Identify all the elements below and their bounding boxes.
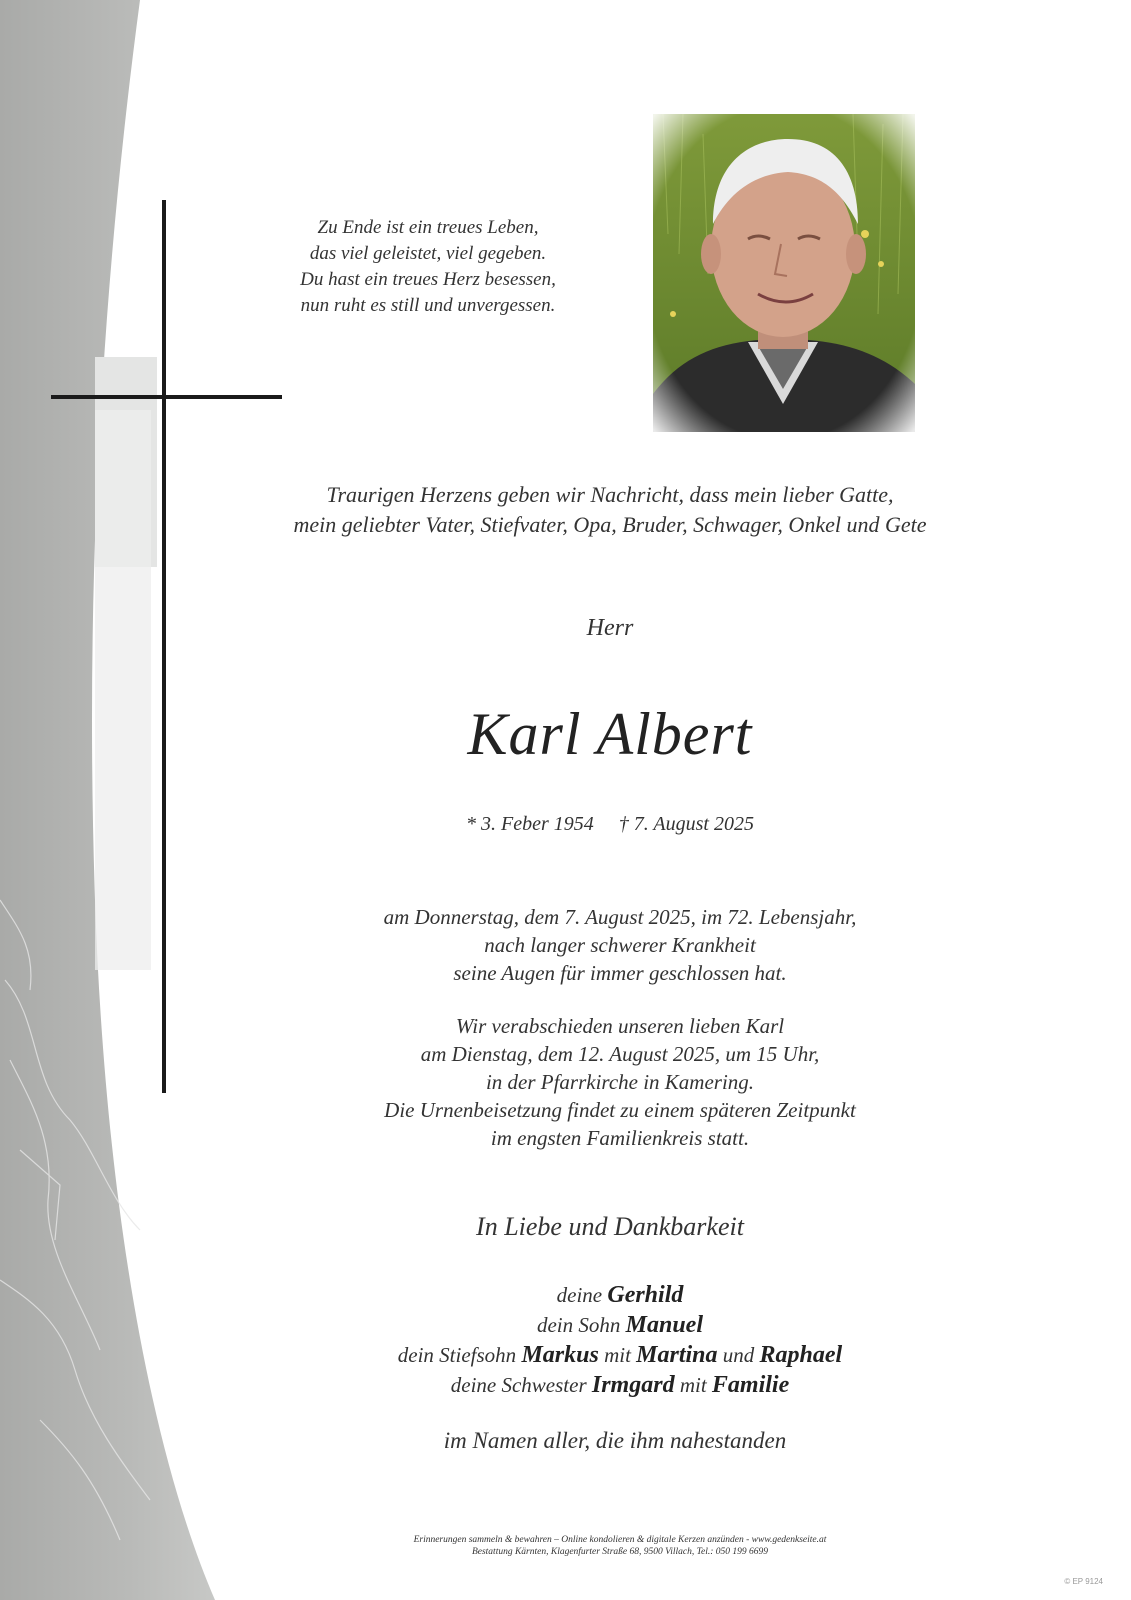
closing-line: im Namen aller, die ihm nahestanden — [443, 1428, 787, 1453]
deceased-name: Karl Albert — [467, 701, 753, 767]
passing-text — [0, 903, 1131, 987]
farewell-line: Die Urnenbeisetzung findet zu einem späteren Zeitpunkt — [384, 1098, 856, 1122]
cross-horizontal-bar — [51, 395, 282, 399]
family-name: Irmgard — [591, 1372, 675, 1398]
farewell-text — [0, 1012, 1131, 1152]
poem-line: nun ruht es still und unvergessen. — [300, 295, 556, 316]
farewell-line: am Dienstag, dem 12. August 2025, um 15 Uhr, — [420, 1042, 820, 1066]
family-name: Gerhild — [607, 1282, 684, 1308]
farewell-line: Wir verabschieden unseren lieben Karl — [455, 1014, 785, 1038]
family-line-4: deine Schwester Irmgard mit Familie — [450, 1372, 790, 1398]
family-name: Manuel — [625, 1312, 703, 1338]
footer — [0, 1534, 1131, 1558]
poem-line: das viel geleistet, viel gegeben. — [309, 243, 547, 264]
family-list — [0, 1280, 1131, 1400]
family-line-2: dein Sohn Manuel — [536, 1312, 703, 1338]
death-date: † 7. August 2025 — [618, 813, 754, 835]
poem-line: Zu Ende ist ein treues Leben, — [317, 217, 539, 238]
family-name: Familie — [711, 1372, 790, 1398]
footer-line: Bestattung Kärnten, Klagenfurter Straße 68, 9500 Villach, Tel.: 050 199 6699 — [471, 1547, 769, 1557]
announcement — [230, 480, 990, 540]
passing-line: nach langer schwerer Krankheit — [484, 933, 756, 957]
family-name: Markus — [521, 1342, 599, 1368]
salutation: Herr — [586, 615, 634, 641]
birth-date: * 3. Feber 1954 — [466, 813, 594, 835]
document-code: © EP 9124 — [1064, 1577, 1103, 1586]
farewell-line: in der Pfarrkirche in Kamering. — [485, 1070, 755, 1094]
family-line-3: dein Stiefsohn Markus mit Martina und Raphael — [397, 1342, 843, 1368]
family-name: Raphael — [759, 1342, 843, 1368]
poem — [248, 215, 608, 319]
poem-line: Du hast ein treues Herz besessen, — [300, 269, 556, 290]
passing-line: seine Augen für immer geschlossen hat. — [453, 961, 787, 985]
life-dates — [0, 813, 1131, 836]
portrait-photo — [653, 114, 915, 432]
passing-line: am Donnerstag, dem 7. August 2025, im 72. Lebensjahr, — [383, 905, 857, 929]
family-name: Martina — [636, 1342, 718, 1368]
gratitude-line: In Liebe und Dankbarkeit — [476, 1212, 744, 1241]
farewell-line: im engsten Familienkreis statt. — [490, 1126, 750, 1150]
family-line-1: deine Gerhild — [556, 1282, 684, 1308]
announcement-line: Traurigen Herzens geben wir Nachricht, dass mein lieber Gatte, — [326, 482, 894, 507]
footer-line: Erinnerungen sammeln & bewahren – Online kondolieren & digitale Kerzen anzünden - www.gedenkseite.at — [413, 1535, 827, 1545]
announcement-line: mein geliebter Vater, Stiefvater, Opa, Bruder, Schwager, Onkel und Gete — [293, 512, 927, 537]
